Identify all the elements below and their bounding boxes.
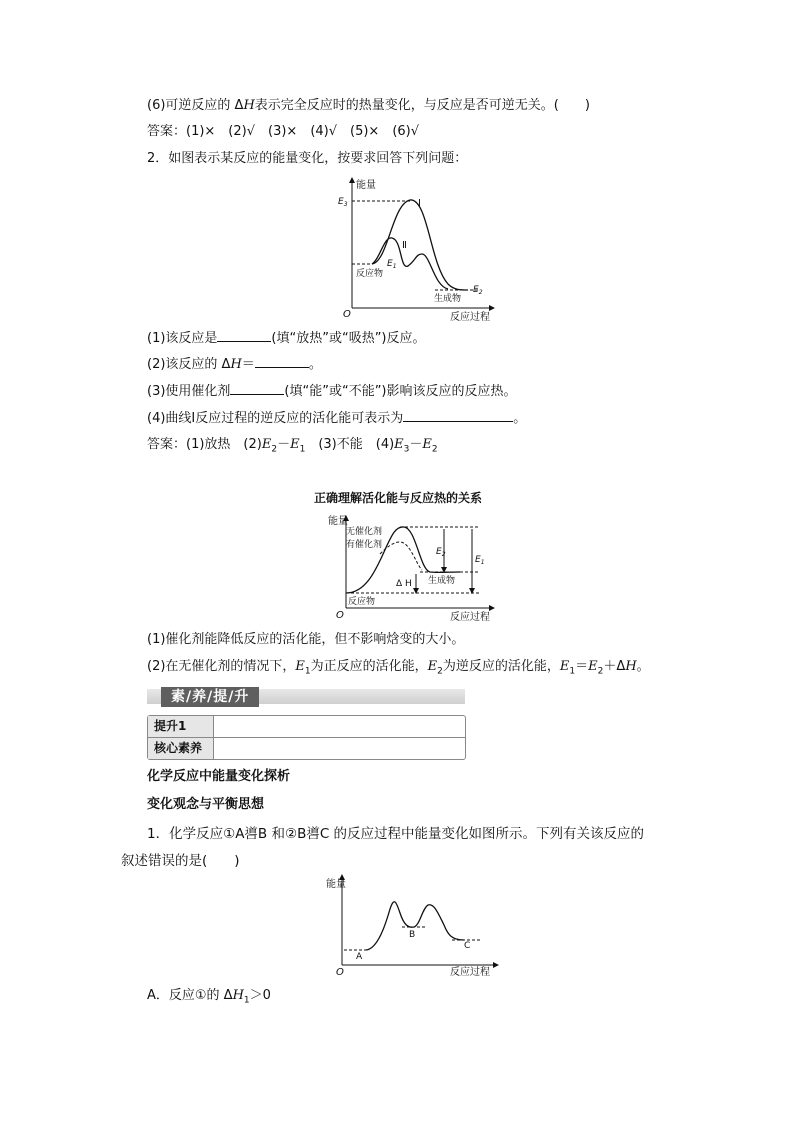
note-2-e: 为逆反应的活化能，	[442, 659, 560, 674]
x-axis-label: 反应过程	[450, 312, 490, 322]
energy-diagram-1	[330, 174, 500, 322]
energy-diagram-3-svg	[322, 873, 500, 979]
note-2-j: H	[625, 659, 637, 674]
answer-2-f: E	[394, 437, 404, 452]
note-2-i: ＋Δ	[603, 659, 626, 674]
reactant-label: 反应物	[356, 269, 384, 279]
question-1-line-2: 叙述错误的是( )	[121, 853, 240, 869]
note-2-c: 为正反应的活化能，	[310, 659, 428, 674]
answer-2-h: E	[422, 437, 432, 452]
answer-2-b: E	[261, 437, 272, 452]
product-label: 生成物	[434, 294, 462, 304]
question-6-prefix: (6)可逆反应的 Δ	[147, 98, 244, 113]
heading-box-row-2	[148, 738, 465, 759]
energy-diagram-1-svg	[330, 174, 500, 322]
energy-diagram-3	[322, 873, 500, 979]
reactant-label: 反应物	[348, 597, 376, 607]
sub1-before: (1)该反应是	[147, 331, 218, 346]
note-1: (1)催化剂能降低反应的活化能，但不影响焓变的大小。	[147, 632, 465, 647]
option-a-sub: 1	[243, 995, 250, 1006]
answer-2-e: (3)不能 (4)	[305, 437, 395, 452]
x-axis-label: 反应过程	[450, 967, 490, 978]
question-2-sub2	[147, 355, 322, 374]
answer-2-b-sub: 2	[271, 444, 278, 455]
answer-2-a: 答案：(1)放热 (2)	[147, 437, 262, 452]
b-label: B	[409, 930, 416, 940]
answer-2-c: －	[277, 437, 291, 452]
y-axis-label: 能量	[356, 180, 376, 191]
sub2-blank[interactable]	[255, 355, 309, 368]
sub2-before: (2)该反应的 Δ	[147, 357, 231, 372]
origin-label: O	[336, 967, 344, 978]
option-a-suffix: ＞0	[249, 988, 271, 1003]
sub1-after: (填“放热”或“吸热”)反应。	[271, 331, 426, 346]
e3-label: $E_3$	[338, 197, 348, 208]
note-2	[147, 658, 650, 681]
curve-I	[372, 200, 468, 290]
dh-label: Δ H	[396, 579, 412, 589]
sub3-blank[interactable]	[230, 382, 284, 395]
energy-diagram-2-svg	[320, 512, 498, 624]
sub3-after: (填“能”或“不能”)影响该反应的反应热。	[284, 384, 517, 399]
sub3-before: (3)使用催化剂	[147, 384, 231, 399]
c-label: C	[464, 941, 471, 951]
sub2-var: H	[230, 357, 242, 372]
note-2-g: ＝	[575, 659, 589, 674]
option-a	[147, 987, 271, 1010]
section-banner-title: 素/养/提/升	[161, 687, 259, 707]
sub2-after: ＝	[241, 357, 255, 372]
answer-2-g: －	[409, 437, 423, 452]
answer-2-d: E	[290, 437, 300, 452]
heading-box	[147, 715, 466, 760]
question-2-sub1	[147, 329, 426, 348]
y-axis-label: 能量	[328, 516, 348, 527]
note-2-b: E	[295, 659, 305, 674]
no-catalyst-label: 无催化剂	[346, 527, 383, 537]
x-axis-label: 反应过程	[450, 612, 490, 623]
curve-I-label: Ⅰ	[418, 198, 421, 209]
sub2-end: 。	[308, 357, 322, 372]
note-2-d-sub: 2	[437, 666, 443, 677]
note-2-b-sub: 1	[304, 666, 311, 677]
energy-diagram-2	[320, 512, 498, 624]
option-a-prefix: A．反应①的 Δ	[147, 988, 233, 1003]
e2-label: $E_2$	[436, 547, 446, 558]
heading-box-row-1	[148, 716, 465, 738]
question-2-sub3	[147, 382, 517, 401]
e1-label: $E_1$	[475, 555, 485, 566]
subtopic-title: 变化观念与平衡思想	[147, 797, 265, 812]
sub4-before: (4)曲线Ⅰ反应过程的逆反应的活化能可表示为	[147, 411, 404, 426]
curve-II	[372, 238, 448, 289]
curve-II-label: Ⅱ	[402, 240, 407, 251]
option-a-var: H	[232, 988, 244, 1003]
note-2-h: E	[588, 659, 598, 674]
note-2-d: E	[427, 659, 438, 674]
sub4-blank[interactable]	[403, 409, 513, 422]
note-2-k: 。	[636, 659, 650, 674]
answer-2-f-sub: 3	[403, 444, 410, 455]
reaction-curve	[366, 902, 464, 950]
origin-label: O	[336, 610, 344, 621]
with-catalyst-label: 有催化剂	[346, 540, 383, 550]
heading-box-label-2: 核心素养	[148, 738, 214, 759]
answer-2-d-sub: 1	[299, 444, 306, 455]
question-6	[147, 97, 590, 115]
e1-label: $E_1$	[387, 259, 397, 270]
question-1-line-1: 1．化学反应①A噵B 和②B噵C 的反应过程中能量变化如图所示。下列有关该反应的	[147, 826, 645, 842]
answer-2	[147, 436, 438, 459]
product-label: 生成物	[428, 576, 456, 586]
sub1-blank[interactable]	[217, 329, 271, 342]
question-6-suffix: 表示完全反应时的热量变化，与反应是否可逆无关。( )	[254, 98, 590, 113]
question-2-sub4	[147, 409, 526, 428]
a-label: A	[356, 952, 363, 962]
section-title: 正确理解活化能与反应热的关系	[314, 491, 483, 505]
heading-box-label-1: 提升1	[148, 716, 214, 737]
y-axis-label: 能量	[326, 879, 346, 890]
sub4-after: 。	[513, 411, 527, 426]
answer-1: 答案：(1)× (2)√ (3)× (4)√ (5)× (6)√	[147, 124, 420, 139]
question-2-intro: 2．如图表示某反应的能量变化，按要求回答下列问题：	[147, 151, 468, 166]
note-2-h-sub: 2	[597, 666, 604, 677]
note-2-f: E	[559, 659, 570, 674]
answer-2-h-sub: 2	[431, 444, 438, 455]
question-6-var: H	[243, 98, 255, 113]
topic-title: 化学反应中能量变化探析	[147, 769, 291, 784]
e2-label: $E_2$	[473, 285, 483, 296]
note-2-a: (2)在无催化剂的情况下，	[147, 659, 296, 674]
note-2-f-sub: 1	[569, 666, 576, 677]
origin-label: O	[343, 309, 351, 320]
section-banner	[147, 687, 465, 707]
